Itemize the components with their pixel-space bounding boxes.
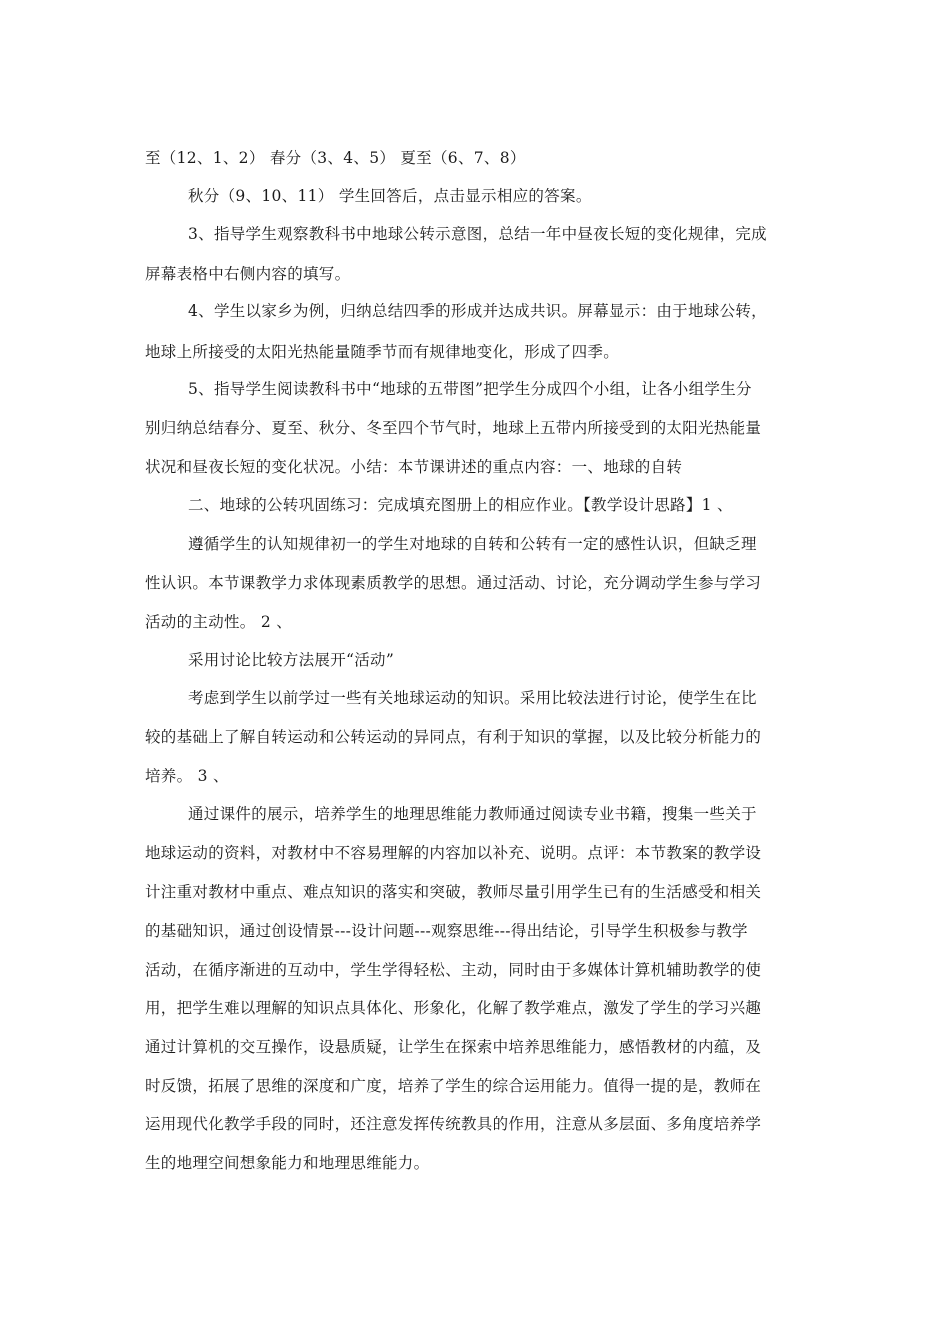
text-line: 4、学生以家乡为例，归纳总结四季的形成并达成共识。屏幕显示：由于地球公转， xyxy=(188,302,767,320)
text-line: 时反馈，拓展了思维的深度和广度，培养了学生的综合运用能力。值得一提的是，教师在 xyxy=(145,1077,762,1095)
text-line: 的基础知识，通过创设情景---设计问题---观察思维---得出结论，引导学生积极参与教学 xyxy=(145,922,748,940)
text-line: 5、指导学生阅读教科书中“地球的五带图”把学生分成四个小组，让各小组学生分 xyxy=(188,380,752,398)
text-line: 采用讨论比较方法展开“活动” xyxy=(188,651,395,669)
text-line: 通过计算机的交互操作，设悬质疑，让学生在探索中培养思维能力，感悟教材的内蕴，及 xyxy=(145,1038,762,1056)
text-line: 活动，在循序渐进的互动中，学生学得轻松、主动，同时由于多媒体计算机辅助教学的使 xyxy=(145,961,762,979)
text-line: 别归纳总结春分、夏至、秋分、冬至四个节气时，地球上五带内所接受到的太阳光热能量 xyxy=(145,419,762,437)
text-line: 秋分（9、10、11） 学生回答后，点击显示相应的答案。 xyxy=(188,187,592,205)
text-line: 地球上所接受的太阳光热能量随季节而有规律地变化，形成了四季。 xyxy=(145,343,620,361)
text-line: 活动的主动性。 2 、 xyxy=(145,613,293,631)
text-line: 二、地球的公转巩固练习：完成填充图册上的相应作业。【教学设计思路】1 、 xyxy=(188,496,733,514)
text-line: 生的地理空间想象能力和地理思维能力。 xyxy=(145,1154,430,1172)
text-line: 状况和昼夜长短的变化状况。小结：本节课讲述的重点内容：一、地球的自转 xyxy=(145,458,683,476)
text-line: 性认识。本节课教学力求体现素质教学的思想。通过活动、讨论，充分调动学生参与学习 xyxy=(145,574,762,592)
text-line: 较的基础上了解自转运动和公转运动的异同点，有利于知识的掌握，以及比较分析能力的 xyxy=(145,728,762,746)
text-line: 计注重对教材中重点、难点知识的落实和突破，教师尽量引用学生已有的生活感受和相关 xyxy=(145,883,762,901)
text-line: 考虑到学生以前学过一些有关地球运动的知识。采用比较法进行讨论，使学生在比 xyxy=(188,689,757,707)
text-line: 至（12、1、2） 春分（3、4、5） 夏至（6、7、8） xyxy=(145,149,526,167)
text-line: 培养。 3 、 xyxy=(145,767,229,785)
text-line: 运用现代化教学手段的同时，还注意发挥传统教具的作用，注意从多层面、多角度培养学 xyxy=(145,1115,762,1133)
text-line: 地球运动的资料，对教材中不容易理解的内容加以补充、说明。点评：本节教案的教学设 xyxy=(145,844,762,862)
text-line: 3、指导学生观察教科书中地球公转示意图，总结一年中昼夜长短的变化规律，完成 xyxy=(188,225,767,243)
text-line: 屏幕表格中右侧内容的填写。 xyxy=(145,265,351,283)
text-line: 通过课件的展示，培养学生的地理思维能力教师通过阅读专业书籍，搜集一些关于 xyxy=(188,805,757,823)
text-line: 遵循学生的认知规律初一的学生对地球的自转和公转有一定的感性认识，但缺乏理 xyxy=(188,535,757,553)
text-line: 用，把学生难以理解的知识点具体化、形象化，化解了教学难点，激发了学生的学习兴趣 xyxy=(145,999,762,1017)
